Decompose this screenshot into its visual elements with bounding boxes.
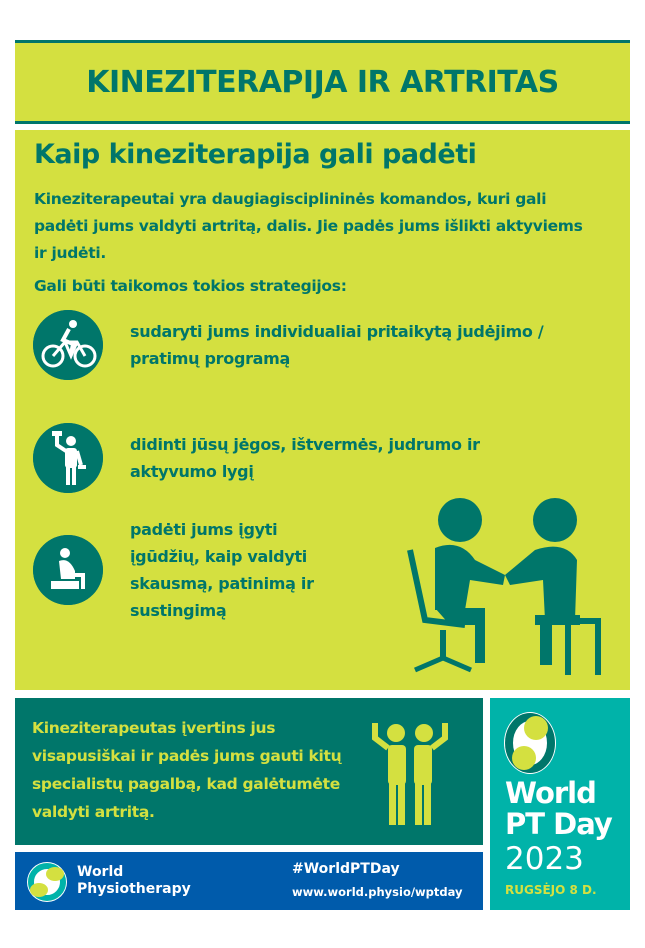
world-pt-day-panel (490, 698, 630, 910)
strategy-text: sudaryti jums individualiai pritaikytą judėjimo / pratimų programą (130, 322, 544, 368)
poster-title: KINEZITERAPIJA IR ARTRITAS (86, 64, 559, 100)
strategy-text: didinti jūsų jėgos, ištvermės, judrumo ir aktyvumo lygį (130, 435, 480, 481)
intro-text: Kineziterapeutai yra daugiagisciplininės komandos, kuri gali padėti jums valdyti artritą, dalis. Jie padės jums išlikti aktyviems ir judėti. (34, 190, 583, 262)
event-year: 2023 (505, 841, 584, 877)
strategy-item (33, 423, 550, 493)
main-panel (15, 130, 630, 690)
cyclist-icon (33, 310, 103, 380)
event-date: RUGSĖJO 8 D. (505, 883, 597, 897)
two-people-icon (370, 718, 450, 828)
strategy-item (33, 516, 330, 624)
world-physiotherapy-bar (15, 852, 483, 910)
assessment-panel (15, 698, 483, 845)
world-pt-day-logo-icon (502, 710, 558, 776)
org-name (77, 864, 191, 898)
weightlifting-icon (33, 423, 103, 493)
org-name-line1: World (77, 864, 124, 880)
strategy-item (33, 310, 550, 380)
seated-pain-icon (33, 535, 103, 605)
assessment-text: Kineziterapeutas įvertins jus visapusiškai ir padės jums gauti kitų specialistų pagalbą, kad galėtumėte valdyti artritą. (32, 719, 342, 821)
strategy-text: padėti jums įgyti įgūdžių, kaip valdyti skausmą, patinimą ir sustingimą (130, 520, 314, 620)
world-physiotherapy-logo-icon (25, 860, 69, 904)
org-name-line2: Physiotherapy (77, 881, 191, 897)
physiotherapist-patient-illustration (405, 490, 615, 680)
strategies-label: Gali būti taikomos tokios strategijos: (34, 277, 347, 295)
website-link[interactable]: www.world.physio/wptday (292, 885, 463, 899)
title-band (15, 40, 630, 124)
hashtag: #WorldPTDay (292, 861, 400, 877)
event-name-line1: World (505, 776, 596, 810)
event-name-line2: PT Day (505, 807, 612, 841)
section-heading: Kaip kineziterapija gali padėti (34, 139, 477, 170)
